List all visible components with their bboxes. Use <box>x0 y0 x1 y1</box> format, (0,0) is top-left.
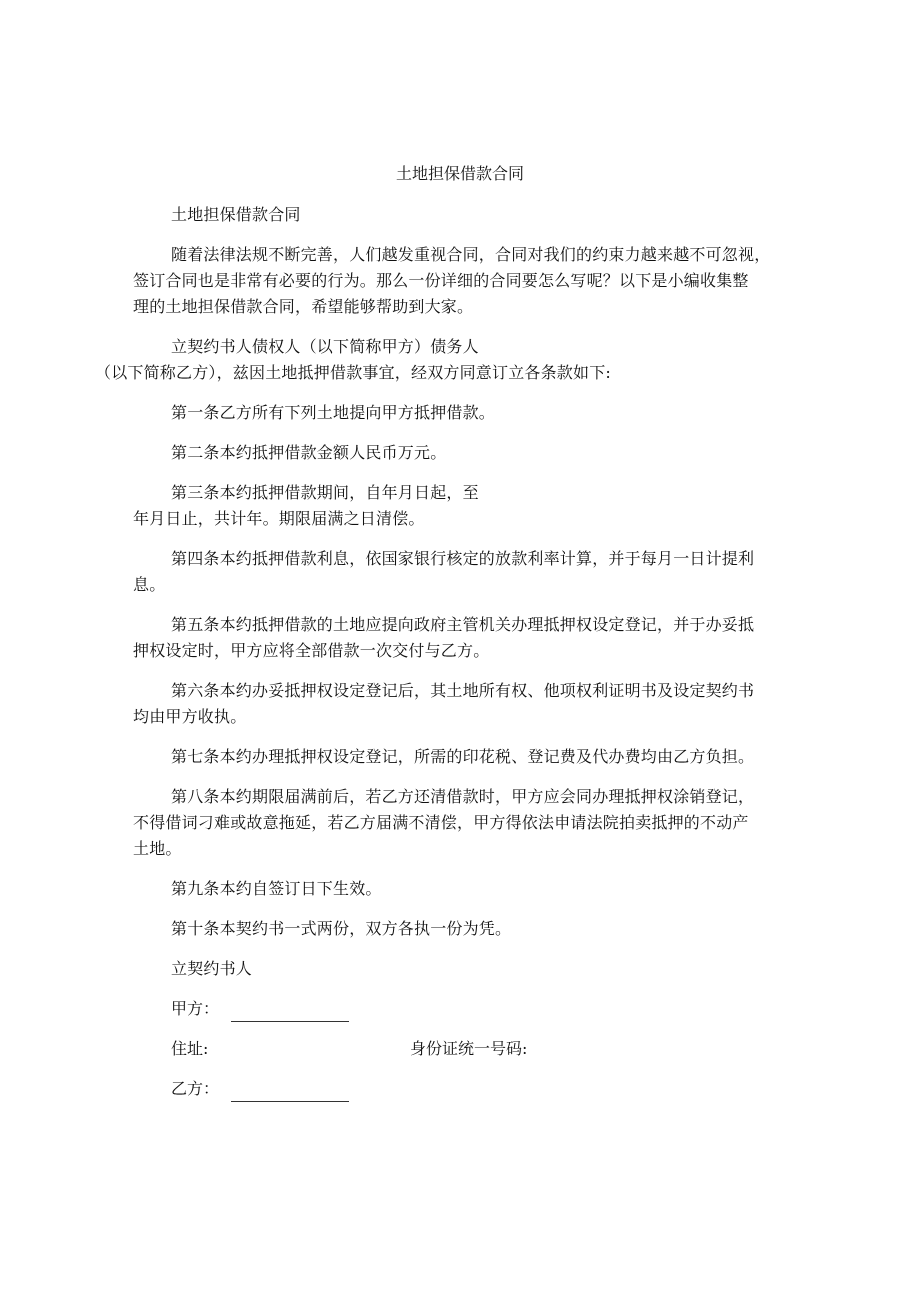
article-9 <box>133 876 793 902</box>
intro-line: 理的土地担保借款合同，希望能够帮助到大家。 <box>133 297 474 316</box>
article-line: 押权设定时，甲方应将全部借款一次交付与乙方。 <box>133 641 490 660</box>
article-line: 第一条乙方所有下列土地提向甲方抵押借款。 <box>171 403 496 422</box>
intro-line: 签订合同也是非常有必要的行为。那么一份详细的合同要怎么写呢？以下是小编收集整 <box>133 271 749 290</box>
party-a-signature-line[interactable] <box>231 1003 349 1022</box>
document-title: 土地担保借款合同 <box>395 164 524 183</box>
article-3 <box>133 480 793 532</box>
parties-line: （以下简称乙方），兹因土地抵押借款事宜，经双方同意订立各条款如下: <box>95 363 611 382</box>
article-7 <box>133 744 793 770</box>
signature-heading <box>133 956 793 982</box>
parties-paragraph <box>95 334 793 386</box>
intro-paragraph <box>133 242 793 320</box>
article-1 <box>133 400 793 426</box>
article-line: 不得借词刁难或故意拖延，若乙方届满不清偿，甲方得依法申请法院拍卖抵押的不动产 <box>133 813 749 832</box>
article-8 <box>133 784 793 862</box>
article-line: 第六条本约办妥抵押权设定登记后，其土地所有权、他项权利证明书及设定契约书 <box>171 681 755 700</box>
party-b-label: 乙方： <box>171 1079 220 1098</box>
article-line: 第四条本约抵押借款利息，依国家银行核定的放款利率计算，并于每月一日计提利 <box>171 549 755 568</box>
subtitle-line: 土地担保借款合同 <box>171 205 301 224</box>
intro-line: 随着法律法规不断完善，人们越发重视合同，合同对我们的约束力越来越不可忽视， <box>171 245 771 264</box>
article-line: 土地。 <box>133 839 182 858</box>
article-10 <box>133 916 793 942</box>
parties-line: 立契约书人债权人（以下简称甲方）债务人 <box>171 337 479 356</box>
article-line: 第七条本约办理抵押权设定登记，所需的印花税、登记费及代办费均由乙方负担。 <box>171 747 755 766</box>
article-line: 第二条本约抵押借款金额人民币万元。 <box>171 443 447 462</box>
article-2 <box>133 440 793 466</box>
document-subtitle <box>133 202 793 228</box>
article-line: 第三条本约抵押借款期间，自年月日起，至 <box>171 483 479 502</box>
article-4 <box>133 546 793 598</box>
document-body <box>95 202 793 1116</box>
article-line: 均由甲方收执。 <box>133 707 247 726</box>
signature-heading-text: 立契约书人 <box>171 959 253 978</box>
address-row <box>133 1036 793 1062</box>
article-line: 年月日止，共计年。期限届满之日清偿。 <box>133 509 425 528</box>
id-number-label: 身份证统一号码: <box>410 1039 528 1058</box>
article-line: 第九条本约自签订日下生效。 <box>171 879 382 898</box>
article-6 <box>133 678 793 730</box>
party-b-signature-line[interactable] <box>231 1083 349 1102</box>
address-label: 住址: <box>171 1039 209 1058</box>
party-b-row <box>133 1076 793 1102</box>
article-line: 第十条本契约书一式两份，双方各执一份为凭。 <box>171 919 512 938</box>
article-line: 息。 <box>133 575 166 594</box>
article-5 <box>133 612 793 664</box>
party-a-label: 甲方： <box>171 999 220 1018</box>
article-line: 第八条本约期限届满前后，若乙方还清借款时，甲方应会同办理抵押权涂销登记， <box>171 787 755 806</box>
party-a-row <box>133 996 793 1022</box>
article-line: 第五条本约抵押借款的土地应提向政府主管机关办理抵押权设定登记，并于办妥抵 <box>171 615 755 634</box>
